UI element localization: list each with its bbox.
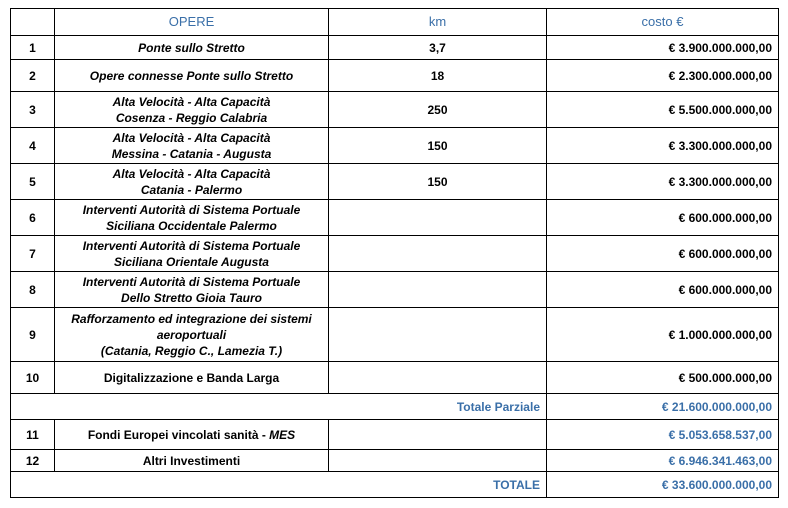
table-row [11, 272, 779, 308]
row-name-line2: Messina - Catania - Augusta [111, 146, 272, 161]
table-row [11, 200, 779, 236]
row-cost: € 6.946.341.463,00 [547, 450, 779, 472]
row-cost: € 2.300.000.000,00 [547, 60, 779, 92]
row-km: 18 [329, 60, 547, 92]
subtotal-cost: € 21.600.000.000,00 [547, 394, 779, 420]
row-km [329, 362, 547, 394]
row-name-em: MES [269, 427, 296, 442]
row-name-text: Fondi Europei vincolati sanità - [87, 427, 270, 442]
header-opere: OPERE [55, 9, 329, 36]
row-number: 11 [11, 420, 55, 450]
row-name [55, 128, 329, 164]
header-km: km [329, 9, 547, 36]
row-km: 150 [329, 164, 547, 200]
row-name-line3: (Catania, Reggio C., Lamezia T.) [100, 343, 283, 358]
row-name [55, 420, 329, 450]
header-row [11, 9, 779, 36]
row-cost: € 5.053.658.537,00 [547, 420, 779, 450]
row-number: 9 [11, 308, 55, 362]
row-name: Digitalizzazione e Banda Larga [55, 362, 329, 394]
row-cost: € 600.000.000,00 [547, 200, 779, 236]
row-cost: € 600.000.000,00 [547, 272, 779, 308]
row-number: 12 [11, 450, 55, 472]
row-number: 7 [11, 236, 55, 272]
row-name-line2: Siciliana Orientale Augusta [114, 254, 269, 269]
header-costo: costo € [547, 9, 779, 36]
row-km: 150 [329, 128, 547, 164]
row-km [329, 308, 547, 362]
row-cost: € 3.300.000.000,00 [547, 128, 779, 164]
row-name-line2: Cosenza - Reggio Calabria [115, 110, 268, 125]
row-number: 2 [11, 60, 55, 92]
row-cost: € 3.300.000.000,00 [547, 164, 779, 200]
row-number: 3 [11, 92, 55, 128]
row-name-line1: Rafforzamento ed integrazione dei sistemi [71, 311, 312, 326]
row-number: 8 [11, 272, 55, 308]
row-km: 3,7 [329, 36, 547, 60]
row-name-line2: aeroportuali [156, 327, 227, 342]
row-number: 4 [11, 128, 55, 164]
row-number: 10 [11, 362, 55, 394]
subtotal-label: Totale Parziale [11, 394, 547, 420]
row-km: 250 [329, 92, 547, 128]
row-name-line1: Interventi Autorità di Sistema Portuale [82, 274, 301, 289]
row-number: 1 [11, 36, 55, 60]
row-name [55, 164, 329, 200]
table-row [11, 128, 779, 164]
row-name-line1: Alta Velocità - Alta Capacità [112, 94, 271, 109]
table-row [11, 36, 779, 60]
row-name [55, 92, 329, 128]
row-km [329, 420, 547, 450]
row-name: Opere connesse Ponte sullo Stretto [55, 60, 329, 92]
row-cost: € 500.000.000,00 [547, 362, 779, 394]
table-row [11, 362, 779, 394]
row-name [55, 272, 329, 308]
total-cost: € 33.600.000.000,00 [547, 472, 779, 498]
row-name: Altri Investimenti [55, 450, 329, 472]
row-name-line2: Siciliana Occidentale Palermo [106, 218, 277, 233]
row-name-line1: Alta Velocità - Alta Capacità [112, 166, 271, 181]
table-row [11, 450, 779, 472]
table-row [11, 92, 779, 128]
row-cost: € 3.900.000.000,00 [547, 36, 779, 60]
row-km [329, 450, 547, 472]
total-row [11, 472, 779, 498]
row-cost: € 5.500.000.000,00 [547, 92, 779, 128]
row-name: Ponte sullo Stretto [55, 36, 329, 60]
table-row [11, 164, 779, 200]
row-name [55, 236, 329, 272]
row-km [329, 236, 547, 272]
row-name-line1: Interventi Autorità di Sistema Portuale [82, 202, 301, 217]
row-km [329, 272, 547, 308]
table-row [11, 420, 779, 450]
row-cost: € 1.000.000.000,00 [547, 308, 779, 362]
row-number: 5 [11, 164, 55, 200]
row-cost: € 600.000.000,00 [547, 236, 779, 272]
header-index [11, 9, 55, 36]
row-name-line1: Alta Velocità - Alta Capacità [112, 130, 271, 145]
row-name-line2: Catania - Palermo [140, 182, 243, 197]
subtotal-row [11, 394, 779, 420]
cost-table [10, 8, 779, 498]
row-name-line1: Interventi Autorità di Sistema Portuale [82, 238, 301, 253]
row-number: 6 [11, 200, 55, 236]
table-row [11, 60, 779, 92]
total-label: TOTALE [11, 472, 547, 498]
row-km [329, 200, 547, 236]
table-row [11, 236, 779, 272]
row-name [55, 308, 329, 362]
row-name-line2: Dello Stretto Gioia Tauro [121, 290, 262, 305]
row-name [55, 200, 329, 236]
table-row [11, 308, 779, 362]
